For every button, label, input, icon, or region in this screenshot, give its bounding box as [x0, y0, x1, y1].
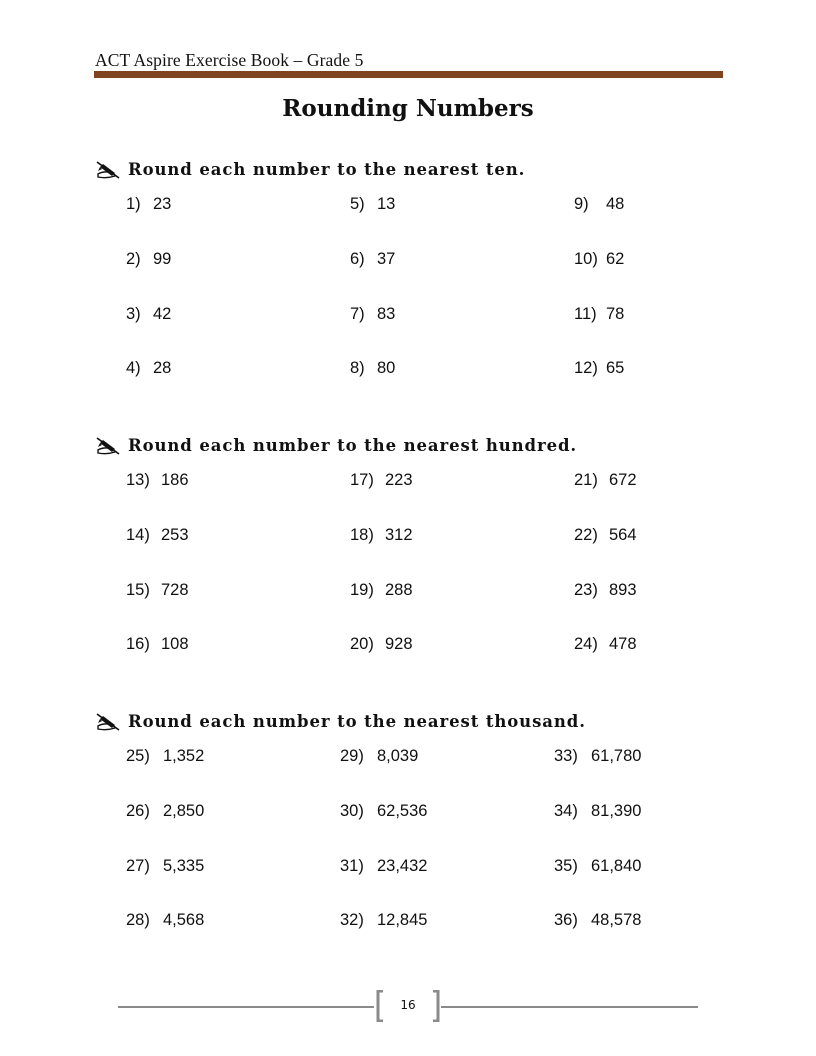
problem-item: [350, 195, 395, 214]
problem-number: 5): [350, 195, 365, 213]
instruction: [95, 432, 577, 458]
problem-number: 18): [350, 526, 374, 544]
problem-value: 288: [385, 581, 413, 599]
problem-value: 728: [161, 581, 189, 599]
problem-item: [350, 359, 395, 378]
problem-item: [350, 305, 395, 324]
page-number: 16: [400, 998, 416, 1012]
pencil-icon: [95, 434, 121, 456]
problem-item: [126, 195, 171, 214]
problem-item: [126, 581, 189, 600]
problem-item: [574, 250, 624, 269]
left-bracket-icon: [376, 990, 384, 1022]
problem-item: [574, 471, 637, 490]
instruction-text: Round each number to the nearest thousand.: [128, 711, 586, 731]
problem-item: [574, 526, 637, 545]
problem-item: [574, 195, 624, 214]
problem-item: [554, 747, 641, 766]
problem-number: 26): [126, 802, 150, 820]
problem-number: 33): [554, 747, 578, 765]
page-title: Rounding Numbers: [282, 95, 534, 122]
problem-value: 564: [609, 526, 637, 544]
problem-item: [126, 747, 204, 766]
problem-value: 312: [385, 526, 413, 544]
problem-value: 23: [153, 195, 172, 213]
problem-item: [350, 635, 413, 654]
problem-item: [126, 911, 204, 930]
problem-value: 28: [153, 359, 172, 377]
problem-value: 48,578: [591, 911, 642, 929]
problem-item: [554, 802, 641, 821]
problem-number: 32): [340, 911, 364, 929]
problem-number: 20): [350, 635, 374, 653]
problem-item: [126, 471, 189, 490]
problem-value: 223: [385, 471, 413, 489]
problem-number: 16): [126, 635, 150, 653]
problem-number: 7): [350, 305, 365, 323]
problem-value: 61,780: [591, 747, 642, 765]
problem-number: 11): [574, 305, 597, 323]
problem-number: 27): [126, 857, 150, 875]
problem-number: 12): [574, 359, 598, 377]
problem-value: 78: [606, 305, 625, 323]
problem-item: [554, 911, 641, 930]
problem-value: 186: [161, 471, 189, 489]
problem-value: 65: [606, 359, 625, 377]
problem-number: 4): [126, 359, 141, 377]
problem-number: 23): [574, 581, 598, 599]
pencil-icon: [95, 158, 121, 180]
problem-number: 3): [126, 305, 141, 323]
instruction-text: Round each number to the nearest ten.: [128, 159, 526, 179]
problem-item: [574, 581, 637, 600]
problem-value: 1,352: [163, 747, 205, 765]
problem-value: 4,568: [163, 911, 205, 929]
problem-number: 15): [126, 581, 150, 599]
problem-item: [126, 802, 204, 821]
problem-number: 13): [126, 471, 150, 489]
problem-number: 35): [554, 857, 578, 875]
problem-value: 61,840: [591, 857, 642, 875]
problem-number: 2): [126, 250, 141, 268]
problem-number: 29): [340, 747, 364, 765]
problem-number: 28): [126, 911, 150, 929]
problem-item: [350, 581, 413, 600]
problem-item: [126, 305, 171, 324]
problem-item: [340, 747, 418, 766]
problem-number: 31): [340, 857, 364, 875]
instruction-text: Round each number to the nearest hundred.: [128, 435, 578, 455]
problem-item: [126, 635, 189, 654]
problem-value: 12,845: [377, 911, 428, 929]
problem-value: 62,536: [377, 802, 428, 820]
problem-item: [126, 359, 171, 378]
problem-value: 62: [606, 250, 625, 268]
problem-item: [126, 857, 204, 876]
problem-number: 21): [574, 471, 598, 489]
problem-number: 8): [350, 359, 365, 377]
problem-number: 1): [126, 195, 141, 213]
problem-value: 80: [377, 359, 396, 377]
right-bracket-icon: [432, 990, 440, 1022]
problem-number: 25): [126, 747, 150, 765]
problem-number: 19): [350, 581, 374, 599]
problem-item: [340, 802, 427, 821]
problem-value: 99: [153, 250, 172, 268]
problem-value: 253: [161, 526, 189, 544]
problem-value: 478: [609, 635, 637, 653]
problem-value: 48: [606, 195, 625, 213]
problem-value: 42: [153, 305, 172, 323]
problem-value: 37: [377, 250, 396, 268]
problem-value: 81,390: [591, 802, 642, 820]
problem-value: 83: [377, 305, 396, 323]
problem-number: 10): [574, 250, 598, 268]
problem-item: [574, 635, 637, 654]
footer-rule-right: [441, 1006, 698, 1008]
problem-item: [574, 359, 624, 378]
problem-item: [350, 471, 413, 490]
problem-number: 9): [574, 195, 589, 213]
problem-value: 13: [377, 195, 396, 213]
problem-value: 893: [609, 581, 637, 599]
problem-value: 23,432: [377, 857, 428, 875]
problem-item: [350, 250, 395, 269]
instruction: [95, 156, 525, 182]
problem-item: [340, 857, 427, 876]
problem-value: 5,335: [163, 857, 205, 875]
problem-number: 6): [350, 250, 365, 268]
problem-number: 30): [340, 802, 364, 820]
problem-item: [126, 526, 189, 545]
problem-number: 36): [554, 911, 578, 929]
pencil-icon: [95, 710, 121, 732]
problem-value: 2,850: [163, 802, 205, 820]
footer-rule-left: [118, 1006, 374, 1008]
problem-item: [574, 305, 624, 324]
problem-number: 24): [574, 635, 598, 653]
problem-number: 34): [554, 802, 578, 820]
problem-value: 928: [385, 635, 413, 653]
problem-value: 108: [161, 635, 189, 653]
problem-number: 14): [126, 526, 150, 544]
problem-number: 22): [574, 526, 598, 544]
problem-value: 8,039: [377, 747, 419, 765]
problem-value: 672: [609, 471, 637, 489]
problem-item: [126, 250, 171, 269]
problem-number: 17): [350, 471, 374, 489]
book-header: ACT Aspire Exercise Book – Grade 5: [95, 50, 364, 70]
instruction: [95, 708, 586, 734]
problem-item: [350, 526, 413, 545]
problem-item: [340, 911, 427, 930]
header-rule: [94, 71, 723, 78]
problem-item: [554, 857, 641, 876]
